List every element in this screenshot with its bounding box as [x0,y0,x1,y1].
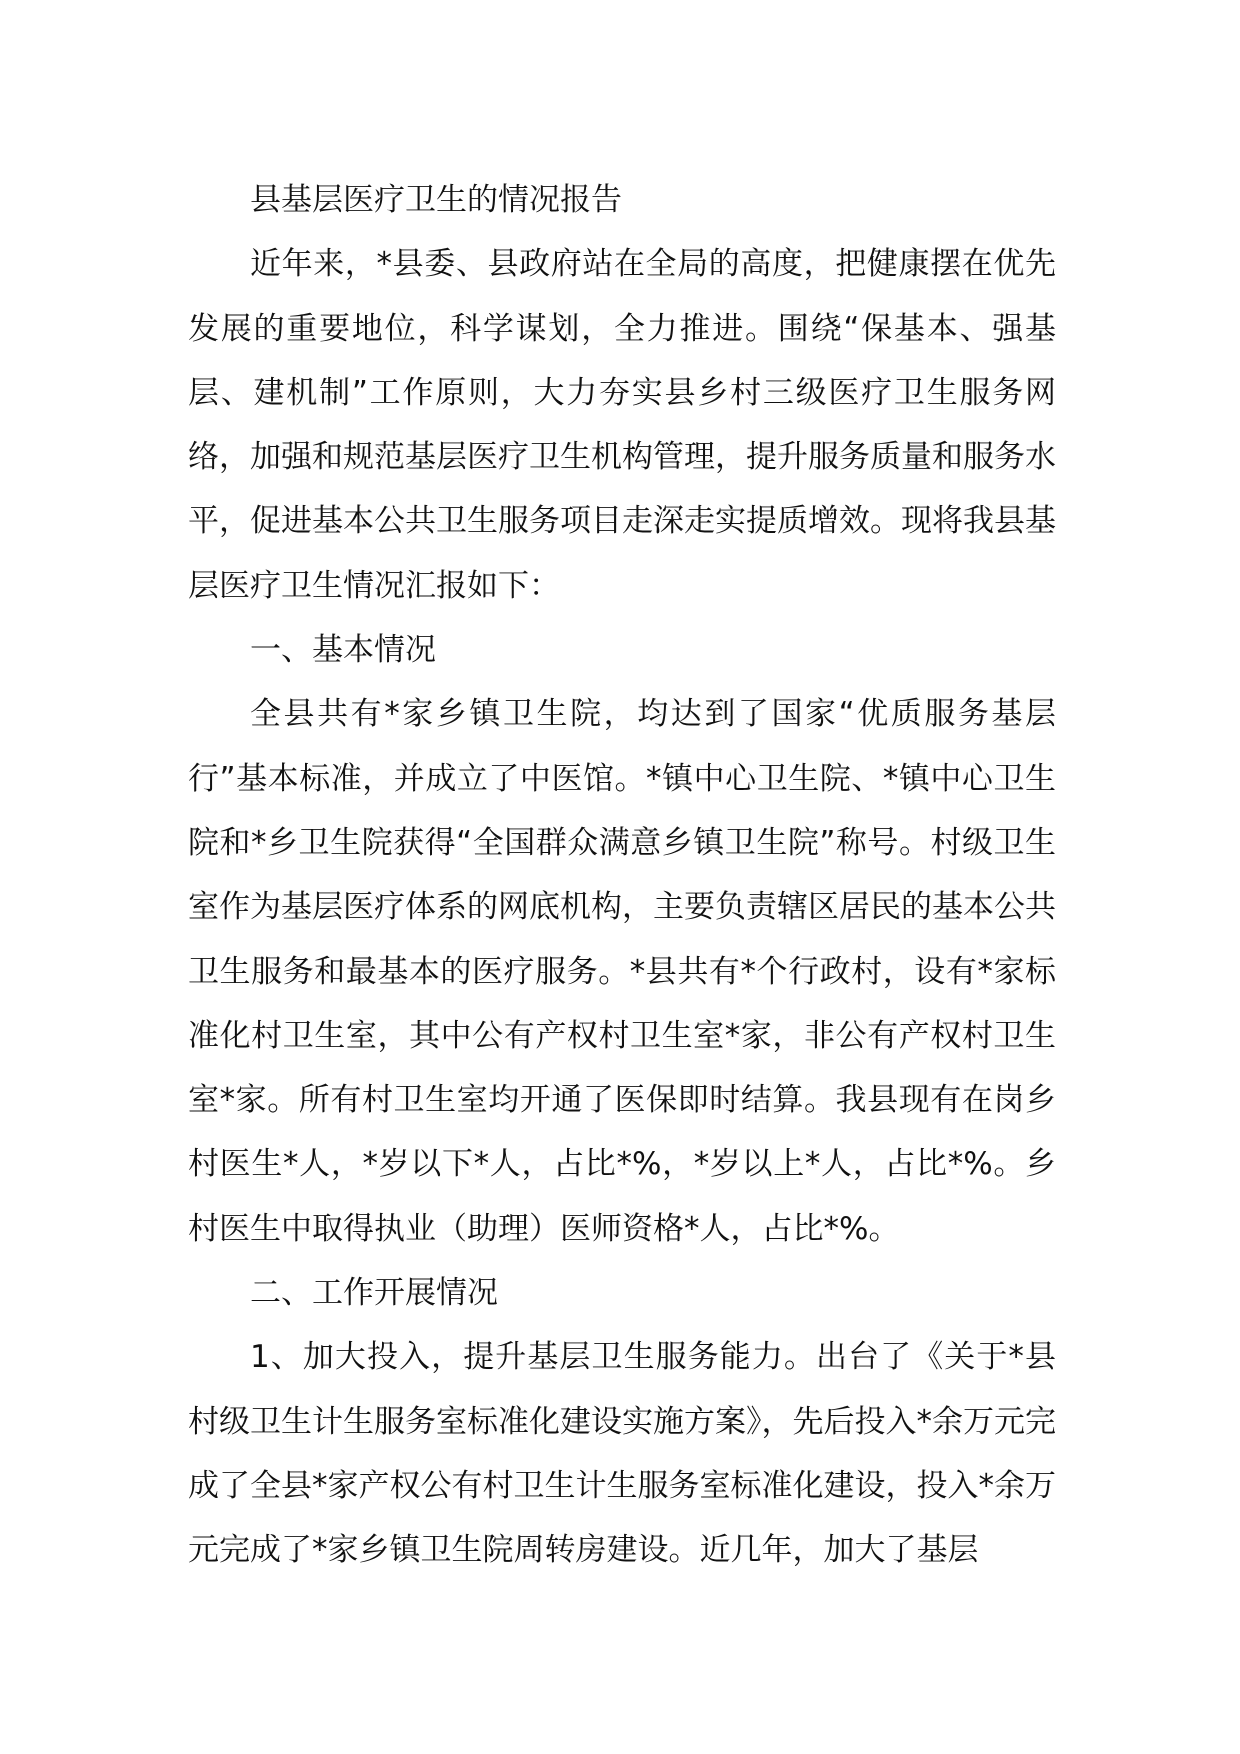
section1-heading: 一、基本情况 [250,632,436,669]
section2-heading: 二、工作开展情况 [250,1275,498,1312]
document-body [188,168,1056,1583]
section2-item1-paragraph: 1、加大投入，提升基层卫生服务能力。出台了《关于*县村级卫生计生服务室标准化建设实施方案》，先后投入*余万元完成了全县*家产权公有村卫生计生服务室标准化建设，投入*余万元完成了*家乡镇卫生院周转房建设。近几年，加大了基层 [188,1339,1056,1569]
section1-paragraph: 全县共有*家乡镇卫生院，均达到了国家“优质服务基层行”基本标准，并成立了中医馆。*镇中心卫生院、*镇中心卫生院和*乡卫生院获得“全国群众满意乡镇卫生院”称号。村级卫生室作为基层医疗体系的网底机构，主要负责辖区居民的基本公共卫生服务和最基本的医疗服务。*县共有*个行政村，设有*家标准化村卫生室，其中公有产权村卫生室*家，非公有产权村卫生室*家。所有村卫生室均开通了医保即时结算。我县现有在岗乡村医生*人，*岁以下*人，占比*%，*岁以上*人，占比*%。乡村医生中取得执业（助理）医师资格*人，占比*%。 [188,696,1056,1247]
intro-paragraph: 近年来，*县委、县政府站在全局的高度，把健康摆在优先发展的重要地位，科学谋划，全力推进。围绕“保基本、强基层、建机制”工作原则，大力夯实县乡村三级医疗卫生服务网络，加强和规范基层医疗卫生机构管理，提升服务质量和服务水平，促进基本公共卫生服务项目走深走实提质增效。现将我县基层医疗卫生情况汇报如下： [188,246,1056,604]
document-title: 县基层医疗卫生的情况报告 [250,182,622,218]
